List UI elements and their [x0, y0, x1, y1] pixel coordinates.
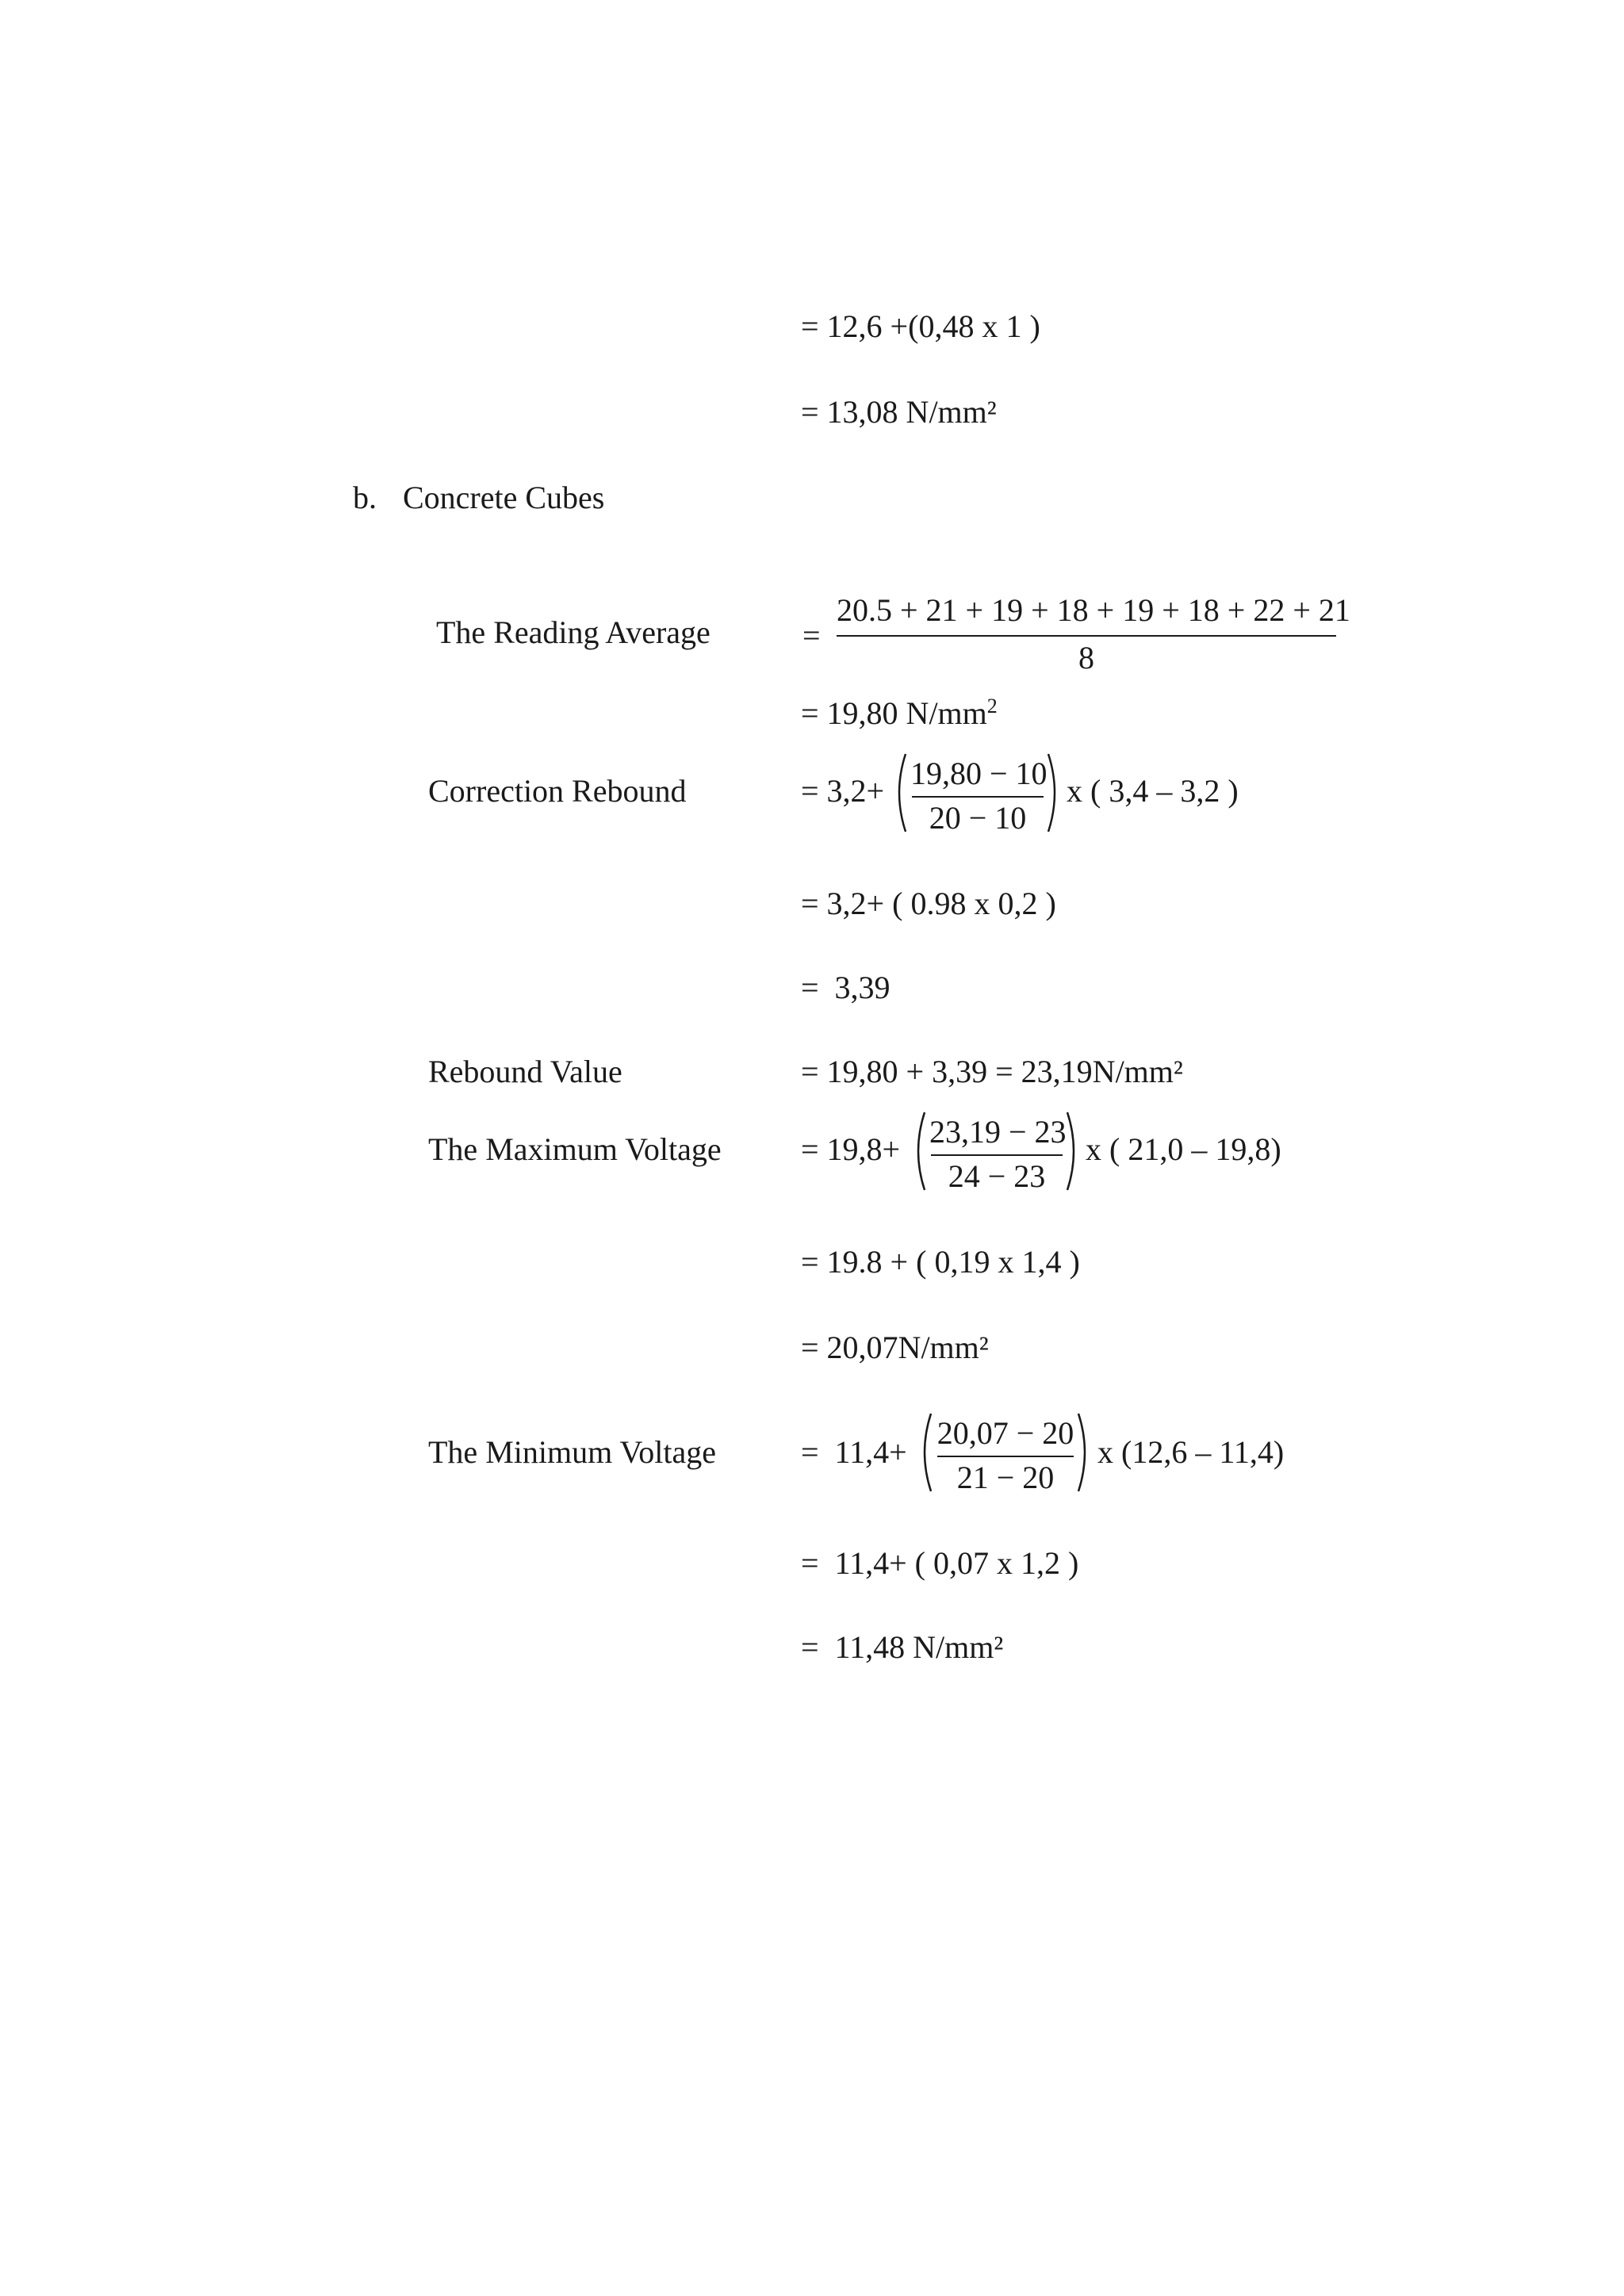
- fraction-bar: [837, 635, 1336, 637]
- maximum-voltage-suffix: x ( 21,0 – 19,8): [1086, 1131, 1281, 1167]
- correction-rebound-result: = 3,39: [801, 970, 891, 1005]
- fraction-bar: [931, 1154, 1063, 1156]
- left-parenthesis: [909, 1110, 928, 1192]
- calc-line: = 12,6 +(0,48 x 1 ): [801, 308, 1040, 344]
- minimum-voltage-label: The Minimum Voltage: [428, 1434, 716, 1470]
- left-parenthesis: [890, 752, 909, 834]
- correction-rebound-label: Correction Rebound: [428, 773, 687, 809]
- section-marker: b.: [353, 480, 377, 515]
- fraction-bar: [912, 796, 1044, 798]
- maximum-voltage-denominator: 24 − 23: [948, 1158, 1046, 1194]
- maximum-voltage-numerator: 23,19 − 23: [929, 1114, 1067, 1150]
- left-parenthesis: [915, 1411, 934, 1494]
- right-parenthesis: [1075, 1411, 1094, 1494]
- correction-rebound-suffix: x ( 3,4 – 3,2 ): [1067, 773, 1239, 809]
- equals-sign: =: [802, 618, 821, 653]
- minimum-voltage-result: = 11,48 N/mm²: [801, 1629, 1004, 1665]
- correction-rebound-denominator: 20 − 10: [929, 800, 1027, 836]
- reading-average-label: The Reading Average: [436, 614, 710, 650]
- correction-rebound-prefix: = 3,2+: [801, 773, 885, 809]
- fraction-bar: [937, 1456, 1074, 1457]
- rebound-value-label: Rebound Value: [428, 1054, 622, 1089]
- maximum-voltage-result: = 20,07N/mm²: [801, 1330, 989, 1365]
- minimum-voltage-suffix: x (12,6 – 11,4): [1097, 1434, 1285, 1470]
- minimum-voltage-prefix: = 11,4+: [801, 1434, 907, 1470]
- maximum-voltage-step: = 19.8 + ( 0,19 x 1,4 ): [801, 1244, 1080, 1280]
- correction-rebound-step: = 3,2+ ( 0.98 x 0,2 ): [801, 886, 1056, 921]
- maximum-voltage-label: The Maximum Voltage: [428, 1131, 722, 1167]
- reading-average-result: = 19,80 $N/mm^2$: [801, 695, 998, 731]
- maximum-voltage-prefix: = 19,8+: [801, 1131, 901, 1167]
- rebound-value-expression: = 19,80 + 3,39 = 23,19N/mm²: [801, 1054, 1183, 1089]
- minimum-voltage-step: = 11,4+ ( 0,07 x 1,2 ): [801, 1545, 1079, 1581]
- right-parenthesis: [1045, 752, 1064, 834]
- reading-average-denominator: 8: [1078, 640, 1094, 675]
- minimum-voltage-denominator: 21 − 20: [956, 1460, 1055, 1495]
- minimum-voltage-numerator: 20,07 − 20: [936, 1415, 1074, 1451]
- reading-average-numerator: 20.5 + 21 + 19 + 18 + 19 + 18 + 22 + 21: [837, 592, 1350, 628]
- calc-result-line: = 13,08 N/mm²: [801, 394, 997, 430]
- right-parenthesis: [1064, 1110, 1083, 1192]
- section-title: Concrete Cubes: [403, 480, 605, 515]
- correction-rebound-numerator: 19,80 − 10: [910, 756, 1048, 791]
